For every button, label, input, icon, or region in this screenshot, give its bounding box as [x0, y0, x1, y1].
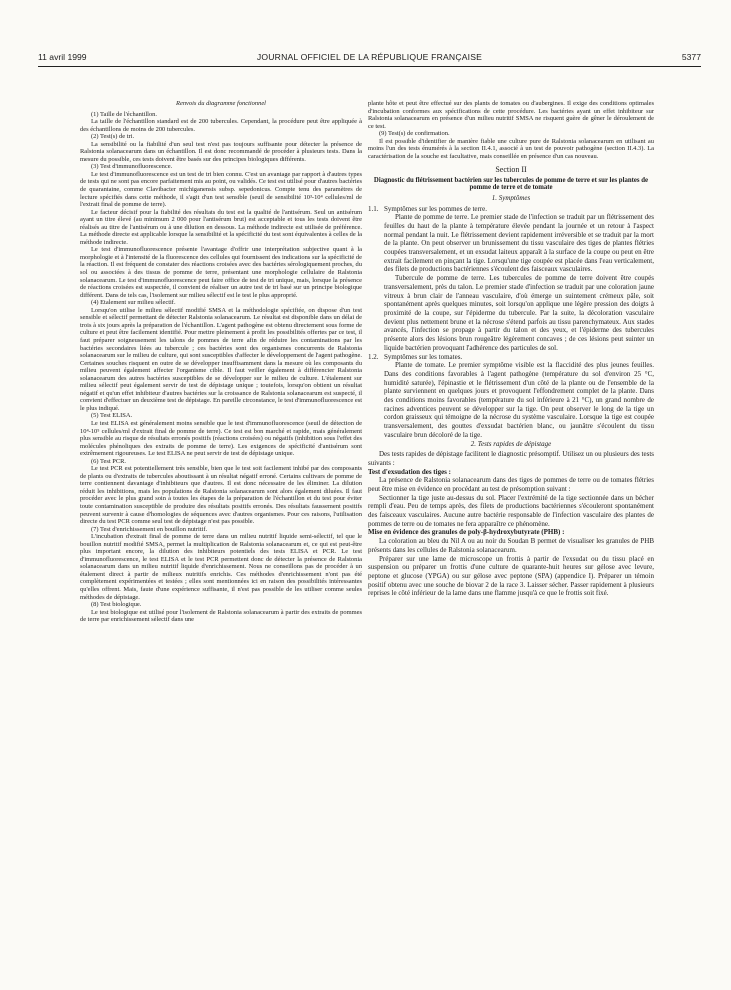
stem-exudation-text-2: Sectionner la tige juste au-dessus du sol. Placer l'extrémité de la tige sectionnée dans un bécher rempli d'eau. Peu de temps après, des filets de productions bactériennes s'écouleront spontanément des faisceaux vasculaires. Aucune autre bactérie responsable de l'infection vasculaire des plantes de pommes de terre ou de tomates ne fera apparaître ce phénomène.	[368, 493, 654, 528]
note-2-text: La sensibilité ou la fiabilité d'un seul test n'est pas toujours suffisante pour détecter la présence de Ralstonia solanacearum dans un échantillon. Il est donc recommandé de procéder à plusieurs tests. Dans la mesure du possible, ces tests doivent être basés sur des principes biologiques différents.	[80, 140, 362, 163]
subsection-rapid-tests-heading: 2. Tests rapides de dépistage	[470, 439, 552, 448]
note-3-heading: (3) Test d'immunofluorescence.	[91, 163, 173, 171]
left-column	[80, 100, 362, 624]
phb-text-1: La coloration au bleu du Nil A ou au noir du Soudan B permet de visualiser les granules de PHB présents dans les cellules de Ralstonia solanacearum.	[368, 537, 654, 554]
stem-exudation-text-1: La présence de Ralstonia solanacearum dans des tiges de pommes de terre ou de tomates flétries peut être mise en évidence en procédant au test de présomption suivant :	[368, 476, 654, 493]
section-title: Diagnostic du flétrissement bactérien sur les tubercules de pomme de terre et sur les plantes de pomme de terre et de tomate	[373, 176, 649, 192]
symptoms-block	[368, 205, 654, 440]
note-8-text: Le test biologique est utilisé pour l'isolement de Ralstonia solanacearum à partir des extraits de pommes de terre par enrichissement sélectif dans une	[80, 608, 362, 624]
header-page-number: 5377	[681, 52, 701, 62]
note-9-heading: (9) Test(s) de confirmation.	[379, 130, 450, 138]
note-8-heading: (8) Test biologique.	[91, 601, 142, 609]
note-3-text-2: Le facteur décisif pour la fiabilité des résultats du test est la qualité de l'antisérum. Seul un antisérum ayant un titre élevé (au minimum 2 000 pour l'antisérum brut) est acceptable et tous les tests doivent être réalisés au titre de l'antisérum ou à une dilution en dessous. La méthode indirecte est utilisée de préférence. La méthode directe est applicable lorsque la sensibilité et la spécificité du test sont équivalentes à celles de la méthode indirecte.	[80, 208, 362, 246]
note-5-text: Le test ELISA est généralement moins sensible que le test d'immunofluorescence (seuil de détection de 10⁴-10⁵ cellules/ml d'extrait final de pomme de terre). Ce test est bon marché et rapide, mais généralement plus sensible au risque de résultats erronés positifs (réactions croisées) ou négatifs (inhibition sous l'effet des molécules phénoliques des extraits de pomme de terre). Les exigences de spécificité d'antisérum sont extrêmement rigoureuses. Le test ELISA ne peut servir de test de dépistage unique.	[80, 419, 362, 458]
note-3-text-1: Le test d'immunofluorescence est un test de tri bien connu. C'est un avantage par rapport à d'autres types de tests qui ne sont pas encore parfaitement mis au point, ou validés. Ce test est utilisé pour d'autres bactéries de quarantaine, comme Clavibacter michiganensis subsp. sepedonicus. Compte tenu des paramètres de lecture spécifiés dans cette méthode, il s'agit d'un test sensible (seuil de sensibilité 10³-10⁴ cellules/ml de l'extrait final de pomme de terre).	[80, 170, 362, 209]
item-number-1-1: 1.1.	[368, 204, 379, 213]
header-rule	[38, 66, 701, 67]
note-1-text: La taille de l'échantillon standard est de 200 tubercules. Cependant, la procédure peut être appliquée à des échantillons de moins de 200 tubercules.	[80, 118, 362, 133]
note-4-heading: (4) Etalement sur milieu sélectif.	[91, 299, 176, 307]
header-title: JOURNAL OFFICIEL DE LA RÉPUBLIQUE FRANÇAISE	[256, 52, 483, 62]
item-number-1-2: 1.2.	[368, 352, 379, 361]
note-6-text: Le test PCR est potentiellement très sensible, bien que le test soit facilement inhibé par des composants de plants ou d'extraits de tubercules aboutissant à un résultat négatif erroné. Certains cultivars de pomme de terre contiennent davantage d'inhibiteurs que d'autres. Il est donc nécessaire de les éliminer. La dilution réduit les inhibitions, mais les populations de Ralstonia solanacearum sont alors également diluées. Il faut procéder avec le plus grand soin à toutes les étapes de la préparation de l'échantillon et du test pour éviter toute contamination susceptible de produire des résultats positifs erronés. Des résultats faussement positifs peuvent survenir à cause d'homologies de séquences avec d'autres organismes. Pour ces raisons, l'utilisation directe du test PCR comme seul test de dépistage n'est pas possible.	[80, 465, 362, 526]
potato-plant-text: Plante de pomme de terre. Le premier stade de l'infection se traduit par un flétrissement des feuilles du haut de la plante à température élevée pendant la journée et un retour à l'aspect normal pendant la nuit. Le flétrissement devient rapidement irréversible et se traduit par la mort de la plante. On peut observer un brunissement du tissu vasculaire des tiges de plantes flétries coupées transversalement, et un exsudat laiteux apparaît à la surface de la coupe ou peut en être extrait facilement en pinçant la tige. Lorsqu'une tige coupée est placée dans l'eau verticalement, des filets de productions bactériennes s'écoulent des faisceaux vasculaires.	[384, 213, 654, 274]
subsection-symptoms-heading: 1. Symptômes	[491, 194, 531, 203]
potato-tuber-text: Tubercule de pomme de terre. Les tubercules de pomme de terre doivent être coupés transversalement, près du talon. Le premier stade d'infection se traduit par une coloration jaune vitreux à brun clair de l'anneau vasculaire, d'où émerge un suintement crémeux pâle, soit spontanément après quelques minutes, soit lorsqu'on applique une légère pression des doigts à proximité de la coupe, sur l'épiderme du tubercule. Par la suite, la décoloration vasculaire devient plus nettement brune et la nécrose s'étend parfois au tissu parenchymateux. Aux stades avancés, l'infection se propage à partir du talon et des yeux, et l'épiderme des tubercules présente alors des lésions brun rougeâtre légèrement concaves ; de ces lésions peut suinter un liquide bactérien provoquant l'adhérence des particules de sol.	[384, 274, 654, 352]
section-heading: Section II	[495, 165, 527, 175]
note-7-heading: (7) Test d'enrichissement en bouillon nutritif.	[91, 525, 208, 533]
note-6-heading: (6) Test PCR.	[91, 457, 127, 465]
symptoms-potato-heading: 1.1. Symptômes sur les pommes de terre.	[368, 204, 488, 213]
note-3-text-3: Le test d'immunofluorescence présente l'avantage d'offrir une interprétation subjective quant à la morphologie et à l'intensité de la fluorescence des cellules qui fournissent des indications sur la spécificité de la réaction. Il est fréquent de constater des réactions croisées avec des bactéries sérologiquement proches, du sol ou associées à des tissus de pomme de terre, présentant une morphologie cellulaire de Ralstonia solanacearum. Le test d'immunofluorescence peut faire office de test de tri unique, mais, lorsque la présence de réactions croisées est suspectée, il convient de réaliser un autre test de tri basé sur un principe biologique différent. Dans de tels cas, l'isolement sur milieu sélectif est le test le plus approprié.	[80, 246, 362, 299]
note-2-heading: (2) Test(s) de tri.	[91, 133, 135, 141]
right-column	[368, 100, 654, 598]
note-1-heading: (1) Taille de l'échantillon.	[91, 110, 158, 118]
phb-heading: Mise en évidence des granules de poly-β-hydroxybutyrate (PHB) :	[368, 528, 565, 537]
note-8-continuation: plante hôte et peut être effectué sur des plants de tomates ou d'aubergines. Il exige des conditions optimales d'incubation conformes aux spécifications de cette procédure. Les bactéries ayant un effet inhibiteur sur Ralstonia solanacearum en présence d'un milieu nutritif SMSA ne risquent guère de gêner le déroulement de ce test.	[368, 100, 654, 130]
rapid-tests-intro: Des tests rapides de dépistage facilitent le diagnostic présomptif. Utilisez un ou plusieurs des tests suivants :	[368, 450, 654, 467]
diagram-notes-heading: Renvois du diagramme fonctionnel	[176, 100, 266, 107]
header-date: 11 avril 1999	[38, 52, 87, 62]
note-9-text: Il est possible d'identifier de manière fiable une culture pure de Ralstonia solanacearum en utilisant au moins l'un des tests énumérés à la section II.4.1, associé à un test de pouvoir pathogène (section II.4.3). La caractérisation de la souche est facultative, mais conseillée en présence d'un cas nouveau.	[368, 137, 654, 160]
symptoms-tomato-heading: 1.2. Symptômes sur les tomates.	[368, 352, 463, 361]
note-5-heading: (5) Test ELISA.	[91, 412, 133, 420]
note-7-text: L'incubation d'extrait final de pomme de terre dans un milieu nutritif liquide semi-sélectif, tel que le bouillon nutritif modifié SMSA, permet la multiplication de Ralstonia solanacearum et, ce qui est peut-être plus important encore, la dilution des inhibiteurs potentiels des tests ELISA et PCR. Le test d'immunofluorescence, le test ELISA et le test PCR permettent donc de détecter la présence de Ralstonia solanacearum dans un milieu nutritif liquide d'enrichissement. Nous ne conseillons pas de procéder à un étalement direct à partir de milieux nutritifs enrichis. Ces méthodes d'enrichissement n'ont pas été complètement expérimentées et testées ; elles sont mentionnées ici en raison des possibilités intéressantes qu'elles offrent. Mais, faute d'une expérience suffisante, il n'est pas possible de les utiliser comme seules méthodes de dépistage.	[80, 533, 362, 601]
note-4-text: Lorsqu'on utilise le milieu sélectif modifié SMSA et la méthodologie spécifiée, on dispose d'un test sensible et sélectif permettant de détecter Ralstonia solanacearum. Le résultat est disponible dans un délai de trois à six jours après la préparation de l'échantillon. L'agent pathogène est obtenu directement sous forme de culture et peut être facilement identifié. Pour mettre pleinement à profit les possibilités offertes par ce test, il faut préparer soigneusement les talons de pommes de terre afin de réduire les contaminations par les bactéries secondaires liées au tubercule ; ces bactéries sont des organismes concurrents de Ralstonia solanacearum sur le milieu de culture, qui sont susceptibles d'affecter le développement de l'agent pathogène. Certaines souches risquent en outre de se développer insuffisamment dans la mesure où les composants du milieu peuvent également affecter l'organisme cible. Il faut veiller également à différencier Ralstonia solanacearum des autres bactéries susceptibles de se développer sur le milieu de culture. L'étalement sur milieu sélectif peut également servir de test de dépistage unique ; toutefois, lorsqu'on obtient un résultat négatif et qu'un effet inhibiteur d'autres bactéries sur la croissance de Ralstonia solanacearum est suspecté, il convient d'effectuer un deuxième test de dépistage. En pareille circonstance, le test d'immunofluorescence est le plus indiqué.	[80, 306, 362, 412]
tomato-plant-text: Plante de tomate. Le premier symptôme visible est la flaccidité des plus jeunes feuilles. Dans des conditions favorables à l'agent pathogène (température du sol d'environ 25 °C, humidité saturée), l'épinastie et le flétrissement d'un côté de la plante ou de l'ensemble de la plante surviennent en quelques jours et provoquent l'effondrement complet de la plante. Dans des conditions moins favorables (température du sol inférieure à 21 °C), un grand nombre de racines adventices peuvent se développer sur la tige. On peut observer le long de la tige un cordon graisseux qui témoigne de la nécrose du système vasculaire. Lorsque la tige est coupée transversalement, des gouttes d'exsudat bactérien blanc, ou jaunâtre s'écoulent du tissu vasculaire brun décoloré de la tige.	[384, 361, 654, 439]
stem-exudation-heading: Test d'exsudation des tiges :	[368, 467, 451, 476]
phb-text-2: Préparer sur une lame de microscope un frottis à partir de l'exsudat ou du tissu placé en suspension ou préparer un frottis d'une culture de quarante-huit heures sur gélose avec levure, peptone et glucose (YPGA) ou sur gélose avec peptone (SPA) (appendice I). Préparer un témoin positif obtenu avec une souche de biovar 2 de la race 3. Laisser sécher. Passer rapidement à plusieurs reprises le côté inférieur de la lame dans une flamme jusqu'à ce que le frottis soit fixé.	[368, 554, 654, 598]
